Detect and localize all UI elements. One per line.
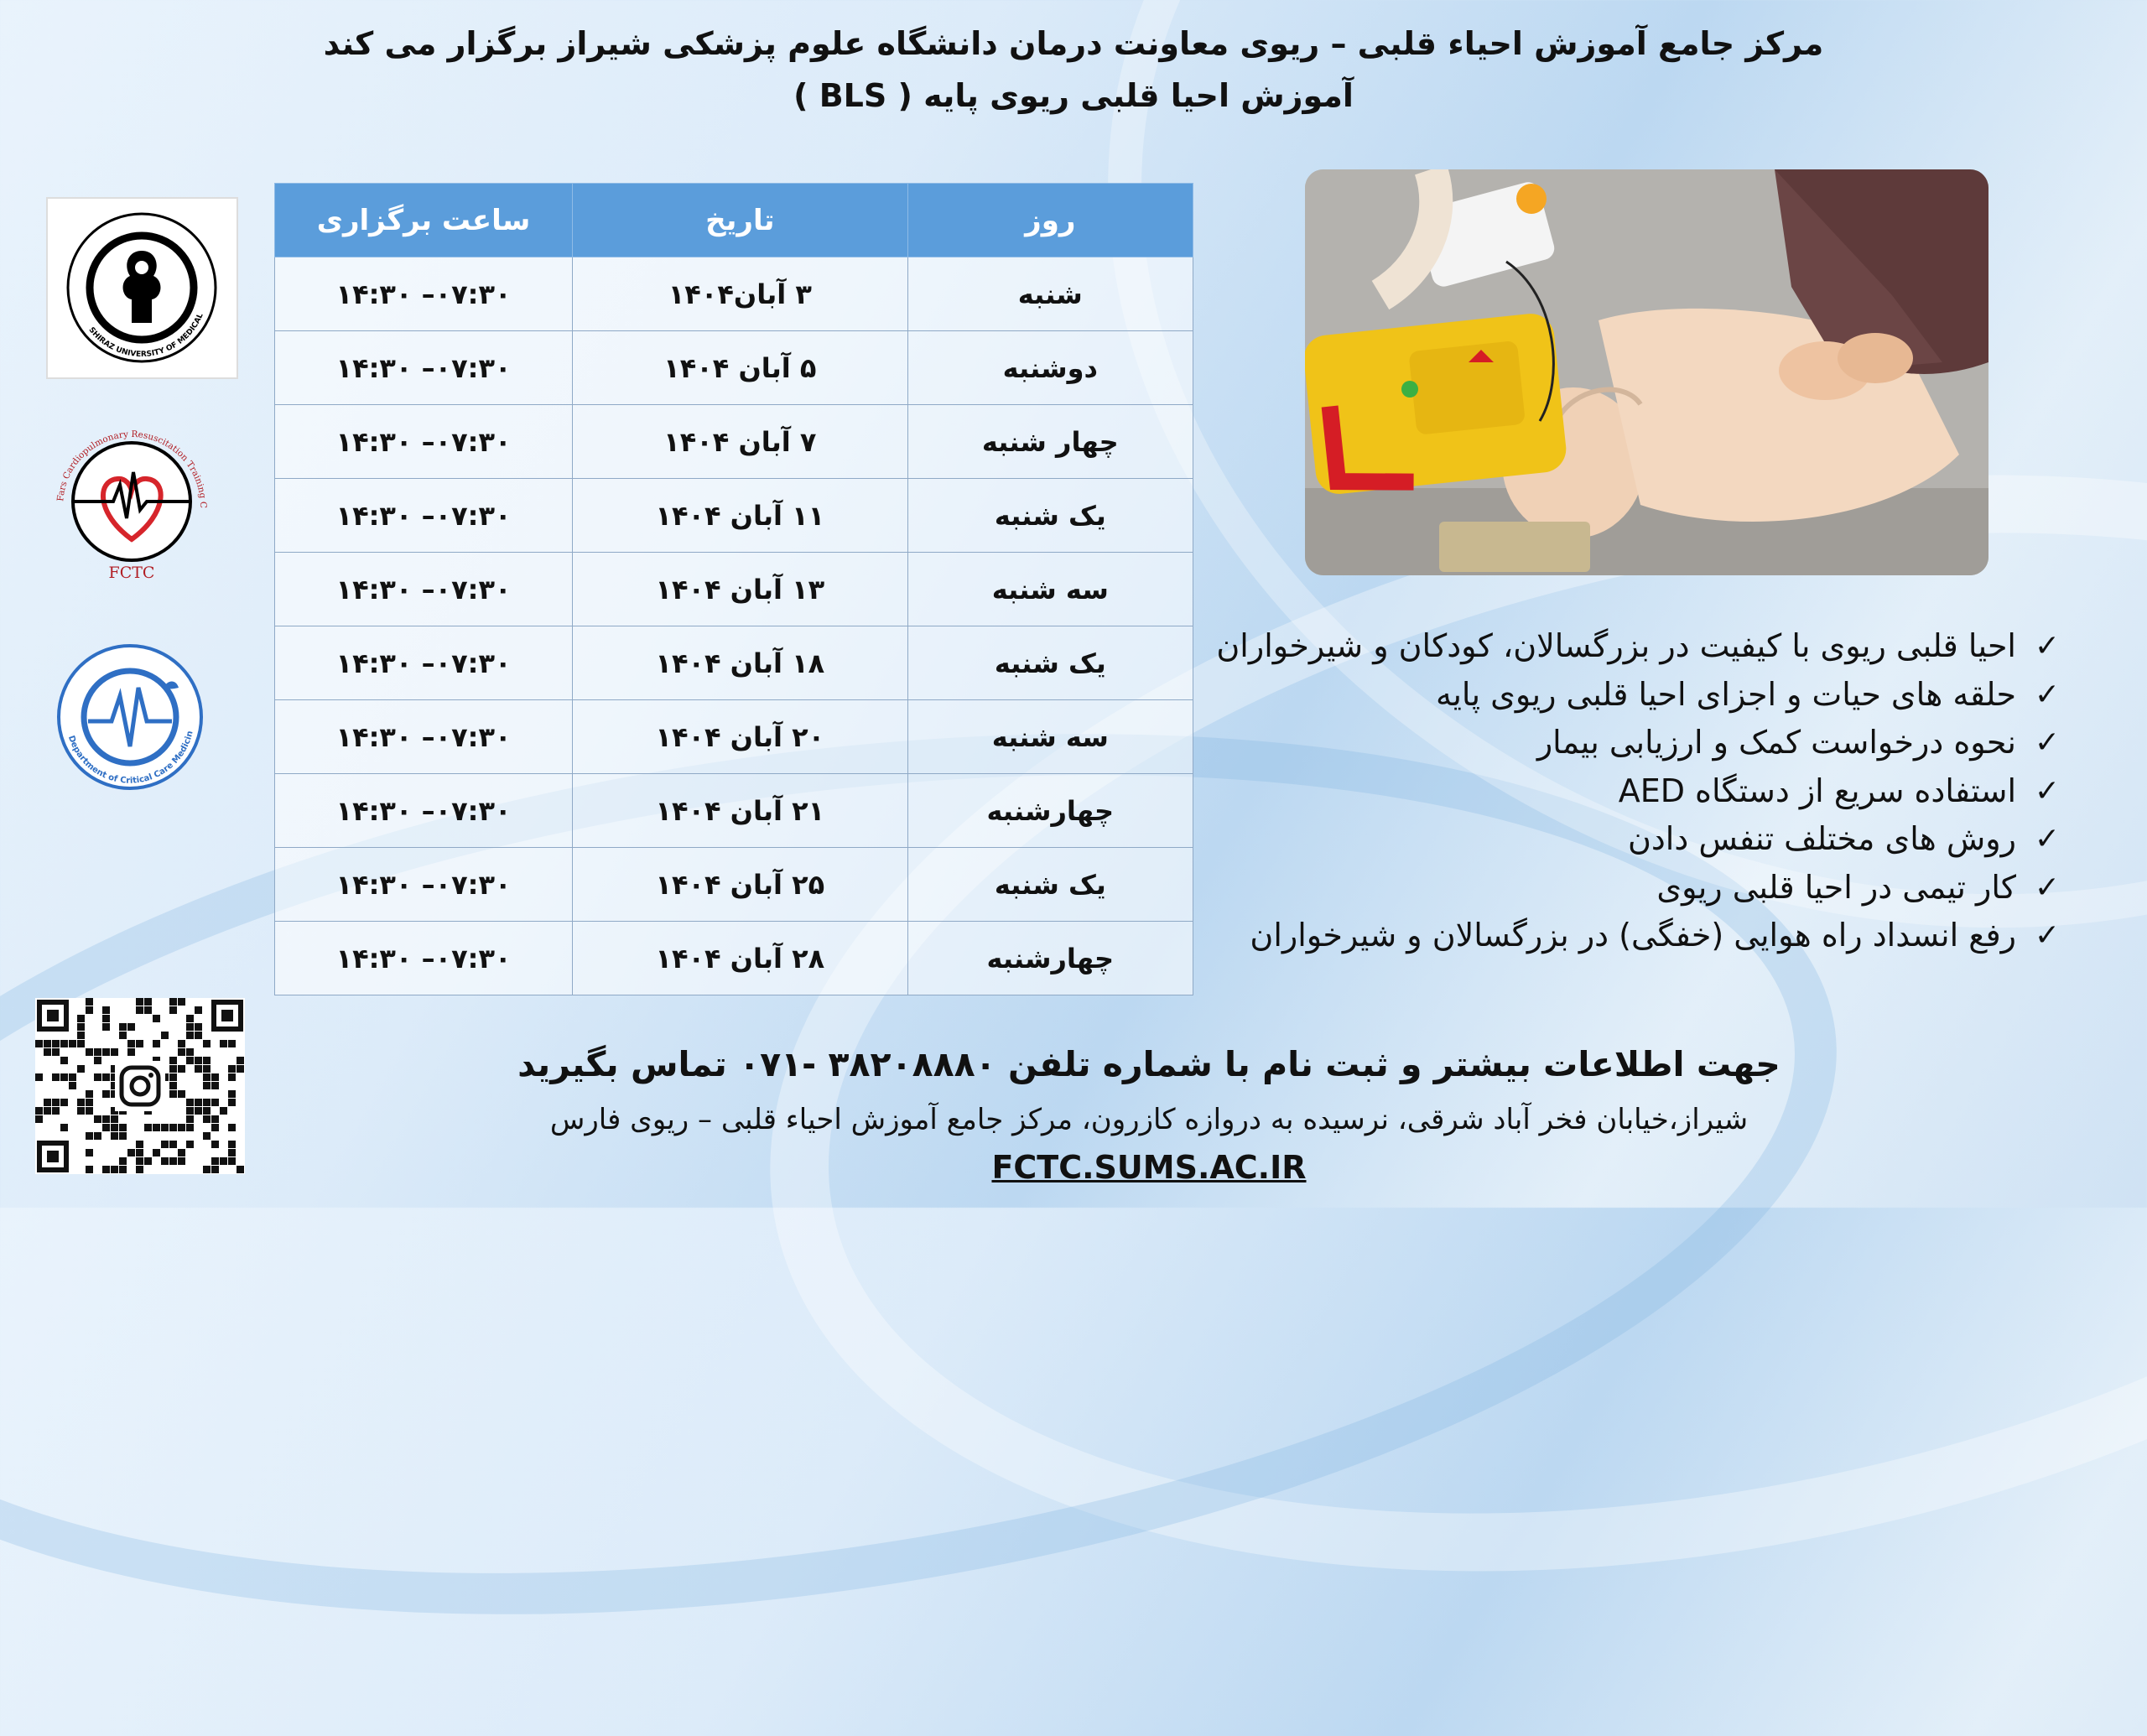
topic-text: احیا قلبی ریوی با کیفیت در بزرگسالان، کودکان و شیرخواران <box>1216 627 2016 664</box>
table-row <box>275 479 1193 553</box>
table-row <box>275 257 1193 331</box>
table-row <box>275 774 1193 848</box>
cell-time: ۰۷:۳۰– ۱۴:۳۰ <box>275 700 573 774</box>
checkmark-icon: ✓ <box>2034 677 2061 712</box>
schedule-body <box>275 257 1193 995</box>
critical-care-logo <box>46 629 214 801</box>
cell-day: چهار شنبه <box>907 405 1193 479</box>
sums-logo-text: SHIRAZ UNIVERSITY OF MEDICAL <box>86 312 205 360</box>
cell-date: ۲۰ آبان ۱۴۰۴ <box>573 700 907 774</box>
cell-day: چهارشنبه <box>907 774 1193 848</box>
cell-date: ۲۵ آبان ۱۴۰۴ <box>573 848 907 922</box>
cell-time: ۰۷:۳۰– ۱۴:۳۰ <box>275 331 573 405</box>
cell-day: دوشنبه <box>907 331 1193 405</box>
cell-time: ۰۷:۳۰– ۱۴:۳۰ <box>275 257 573 331</box>
header-title: مرکز جامع آموزش احیاء قلبی – ریوی معاونت درمان دانشگاه علوم پزشکی شیراز برگزار می کند <box>323 25 1824 62</box>
cell-day: یک شنبه <box>907 479 1193 553</box>
qr-code[interactable] <box>35 998 245 1174</box>
table-row <box>275 553 1193 626</box>
cell-date: ۲۸ آبان ۱۴۰۴ <box>573 922 907 995</box>
cell-date: ۱۳ آبان ۱۴۰۴ <box>573 553 907 626</box>
cell-time: ۰۷:۳۰– ۱۴:۳۰ <box>275 553 573 626</box>
cell-time: ۰۷:۳۰– ۱۴:۳۰ <box>275 479 573 553</box>
cell-date: ۷ آبان ۱۴۰۴ <box>573 405 907 479</box>
list-item <box>1057 671 2063 720</box>
topic-text: رفع انسداد راه هوایی (خفگی) در بزرگسالان و شیرخواران <box>1250 917 2016 954</box>
checkmark-icon: ✓ <box>2034 629 2061 663</box>
schedule-table <box>274 183 1193 995</box>
cell-date: ۱۸ آبان ۱۴۰۴ <box>573 626 907 700</box>
cell-date: ۵ آبان ۱۴۰۴ <box>573 331 907 405</box>
topic-text: نحوه درخواست کمک و ارزیابی بیمار <box>1536 724 2016 761</box>
cell-time: ۰۷:۳۰– ۱۴:۳۰ <box>275 626 573 700</box>
topic-text: حلقه های حیات و اجزای احیا قلبی ریوی پایه <box>1435 675 2016 713</box>
cell-time: ۰۷:۳۰– ۱۴:۳۰ <box>275 774 573 848</box>
list-item <box>1057 815 2063 864</box>
cell-day: چهارشنبه <box>907 922 1193 995</box>
cell-day: سه شنبه <box>907 553 1193 626</box>
header-date: تاریخ <box>573 184 907 257</box>
table-row <box>275 331 1193 405</box>
cell-date: ۲۱ آبان ۱۴۰۴ <box>573 774 907 848</box>
cell-day: یک شنبه <box>907 848 1193 922</box>
table-row <box>275 626 1193 700</box>
list-item <box>1057 864 2063 912</box>
cell-time: ۰۷:۳۰– ۱۴:۳۰ <box>275 405 573 479</box>
fctc-heart-logo <box>38 413 221 590</box>
checkmark-icon: ✓ <box>2034 918 2061 953</box>
checkmark-icon: ✓ <box>2034 725 2061 760</box>
fctc-logo-text: Fars Cardiopulmonary Resuscitation Training C <box>55 429 209 509</box>
list-item <box>1057 622 2063 671</box>
course-topics-list <box>1057 622 2063 960</box>
cell-date: ۱۱ آبان ۱۴۰۴ <box>573 479 907 553</box>
cell-day: سه شنبه <box>907 700 1193 774</box>
table-row <box>275 848 1193 922</box>
contact-phone-line: جهت اطلاعات بیشتر و ثبت نام با شماره تلفن ۳۸۲۰۸۸۸۰ -۰۷۱ تماس بگیرید <box>517 1044 1781 1084</box>
topic-text: کار تیمی در احیا قلبی ریوی <box>1656 868 2016 906</box>
table-header-row <box>275 184 1193 257</box>
checkmark-icon: ✓ <box>2034 773 2061 808</box>
cell-day: یک شنبه <box>907 626 1193 700</box>
sums-university-logo <box>46 197 238 379</box>
critical-care-logo-text: Department of Critical Care Medicin <box>65 730 195 786</box>
table-row <box>275 700 1193 774</box>
contact-address: شیراز،خیابان فخر آباد شرقی، نرسیده به دروازه کازرون، مرکز جامع آموزش احیاء قلبی – ریوی فارس <box>549 1103 1749 1136</box>
topic-text: روش های مختلف تنفس دادن <box>1627 820 2016 857</box>
cell-day: شنبه <box>907 257 1193 331</box>
list-item <box>1057 767 2063 816</box>
table-row <box>275 405 1193 479</box>
website-link[interactable]: FCTC.SUMS.AC.IR <box>991 1149 1307 1186</box>
header-subtitle: آموزش احیا قلبی ریوی پایه ( BLS ) <box>793 77 1354 114</box>
topic-text: استفاده سریع از دستگاه AED <box>1618 772 2016 809</box>
fctc-abbr: FCTC <box>108 564 155 582</box>
checkmark-icon: ✓ <box>2034 870 2061 905</box>
cell-time: ۰۷:۳۰– ۱۴:۳۰ <box>275 922 573 995</box>
table-row <box>275 922 1193 995</box>
cell-date: ۳ آبان۱۴۰۴ <box>573 257 907 331</box>
list-item <box>1057 912 2063 960</box>
checkmark-icon: ✓ <box>2034 822 2061 856</box>
cpr-training-photo <box>1305 169 1988 575</box>
cell-time: ۰۷:۳۰– ۱۴:۳۰ <box>275 848 573 922</box>
header-time: ساعت برگزاری <box>275 184 573 257</box>
list-item <box>1057 719 2063 767</box>
header-day: روز <box>907 184 1193 257</box>
